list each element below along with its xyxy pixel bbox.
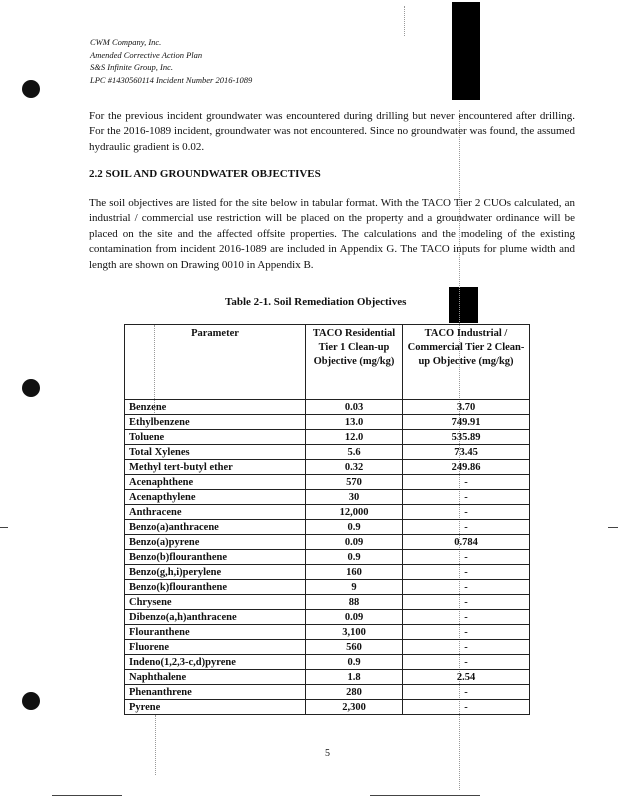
redaction-block-table	[449, 287, 478, 323]
table-row	[125, 520, 530, 535]
cell-residential: 9	[306, 580, 403, 595]
cell-residential: 1.8	[306, 670, 403, 685]
cell-parameter: Methyl tert-butyl ether	[125, 460, 306, 475]
table-row	[125, 580, 530, 595]
cell-industrial: 73.45	[403, 445, 530, 460]
cell-residential: 160	[306, 565, 403, 580]
cell-industrial: -	[403, 700, 530, 715]
table-row	[125, 505, 530, 520]
cell-residential: 280	[306, 685, 403, 700]
table-row	[125, 655, 530, 670]
cell-parameter: Pyrene	[125, 700, 306, 715]
cell-residential: 0.9	[306, 520, 403, 535]
cell-industrial: 0.784	[403, 535, 530, 550]
table-row	[125, 400, 530, 415]
binder-hole-top	[22, 80, 40, 98]
cell-residential: 88	[306, 595, 403, 610]
table-row	[125, 550, 530, 565]
cell-residential: 0.9	[306, 550, 403, 565]
cell-industrial: 2.54	[403, 670, 530, 685]
cell-parameter: Indeno(1,2,3-c,d)pyrene	[125, 655, 306, 670]
cell-industrial: -	[403, 475, 530, 490]
scan-artifact	[0, 527, 8, 528]
cell-residential: 12,000	[306, 505, 403, 520]
header-company: CWM Company, Inc.	[90, 37, 162, 47]
cell-parameter: Benzo(g,h,i)perylene	[125, 565, 306, 580]
scan-artifact	[52, 795, 122, 796]
cell-residential: 2,300	[306, 700, 403, 715]
cell-industrial: -	[403, 685, 530, 700]
table-body	[125, 400, 530, 715]
cell-residential: 0.32	[306, 460, 403, 475]
header-residential: TACO Residential Tier 1 Clean-up Objective (mg/kg)	[306, 325, 403, 400]
cell-industrial: -	[403, 655, 530, 670]
cell-industrial: -	[403, 640, 530, 655]
table-header-row	[125, 325, 530, 400]
binder-hole-bottom	[22, 692, 40, 710]
scan-artifact	[155, 715, 157, 775]
cell-parameter: Fluorene	[125, 640, 306, 655]
table-row	[125, 685, 530, 700]
table-caption: Table 2-1. Soil Remediation Objectives	[225, 296, 407, 308]
cell-residential: 570	[306, 475, 403, 490]
cell-industrial: 3.70	[403, 400, 530, 415]
page-number: 5	[325, 748, 330, 759]
table-row	[125, 460, 530, 475]
cell-residential: 0.09	[306, 535, 403, 550]
header-industrial: TACO Industrial / Commercial Tier 2 Clean-up Objective (mg/kg)	[403, 325, 530, 400]
table-row	[125, 625, 530, 640]
header-group: S&S Infinite Group, Inc.	[90, 62, 174, 72]
cell-parameter: Benzo(k)flouranthene	[125, 580, 306, 595]
cell-industrial: -	[403, 580, 530, 595]
cell-industrial: -	[403, 520, 530, 535]
table-row	[125, 610, 530, 625]
table-row	[125, 490, 530, 505]
table-row	[125, 565, 530, 580]
cell-industrial: -	[403, 505, 530, 520]
cell-industrial: 749.91	[403, 415, 530, 430]
cell-industrial: -	[403, 625, 530, 640]
cell-parameter: Benzo(b)flouranthene	[125, 550, 306, 565]
cell-residential: 12.0	[306, 430, 403, 445]
cell-parameter: Naphthalene	[125, 670, 306, 685]
document-header	[90, 36, 252, 86]
cell-residential: 560	[306, 640, 403, 655]
cell-parameter: Ethylbenzene	[125, 415, 306, 430]
scan-artifact	[370, 795, 480, 796]
table-row	[125, 670, 530, 685]
soil-objectives-table	[124, 324, 530, 715]
scan-artifact	[404, 6, 406, 36]
cell-parameter: Toluene	[125, 430, 306, 445]
cell-industrial: -	[403, 595, 530, 610]
table-row	[125, 640, 530, 655]
cell-industrial: -	[403, 610, 530, 625]
cell-residential: 0.03	[306, 400, 403, 415]
cell-parameter: Chrysene	[125, 595, 306, 610]
cell-industrial: -	[403, 550, 530, 565]
scan-artifact	[608, 527, 618, 528]
intro-paragraph: For the previous incident groundwater was encountered during drilling but never encountered after drilling. For the 2016-1089 incident, groundwater was not encountered. Since no groundwater was found, the assumed hydraulic gradient is 0.02.	[89, 110, 575, 153]
redaction-block-top	[452, 2, 480, 100]
table-row	[125, 475, 530, 490]
cell-parameter: Benzo(a)pyrene	[125, 535, 306, 550]
cell-parameter: Acenaphthene	[125, 475, 306, 490]
cell-parameter: Anthracene	[125, 505, 306, 520]
cell-industrial: 535.89	[403, 430, 530, 445]
table-row	[125, 595, 530, 610]
cell-industrial: 249.86	[403, 460, 530, 475]
cell-residential: 0.09	[306, 610, 403, 625]
cell-residential: 5.6	[306, 445, 403, 460]
cell-residential: 0.9	[306, 655, 403, 670]
cell-residential: 13.0	[306, 415, 403, 430]
section-heading: 2.2 SOIL AND GROUNDWATER OBJECTIVES	[89, 168, 321, 180]
header-parameter: Parameter	[125, 325, 306, 400]
table-row	[125, 535, 530, 550]
cell-industrial: -	[403, 565, 530, 580]
cell-residential: 30	[306, 490, 403, 505]
cell-parameter: Acenapthylene	[125, 490, 306, 505]
cell-parameter: Dibenzo(a,h)anthracene	[125, 610, 306, 625]
cell-industrial: -	[403, 490, 530, 505]
cell-parameter: Total Xylenes	[125, 445, 306, 460]
table-row	[125, 445, 530, 460]
table-row	[125, 700, 530, 715]
header-incident: LPC #1430560114 Incident Number 2016-1089	[90, 74, 253, 85]
cell-parameter: Benzo(a)anthracene	[125, 520, 306, 535]
cell-residential: 3,100	[306, 625, 403, 640]
cell-parameter: Benzene	[125, 400, 306, 415]
cell-parameter: Flouranthene	[125, 625, 306, 640]
section-paragraph: The soil objectives are listed for the site below in tabular format. With the TACO Tier 2 CUOs calculated, an industrial / commercial use restriction will be placed on the property and a groundwater ordinance will be placed on the site and the affected offsite properties. The calculations and the modeling of the existing contamination from incident 2016-1089 are included in Appendix G. The TACO inputs for plume width and length are shown on Drawing 0010 in Appendix B.	[89, 197, 575, 271]
binder-hole-middle	[22, 379, 40, 397]
header-plan: Amended Corrective Action Plan	[90, 49, 203, 60]
cell-parameter: Phenanthrene	[125, 685, 306, 700]
table-row	[125, 415, 530, 430]
table-row	[125, 430, 530, 445]
